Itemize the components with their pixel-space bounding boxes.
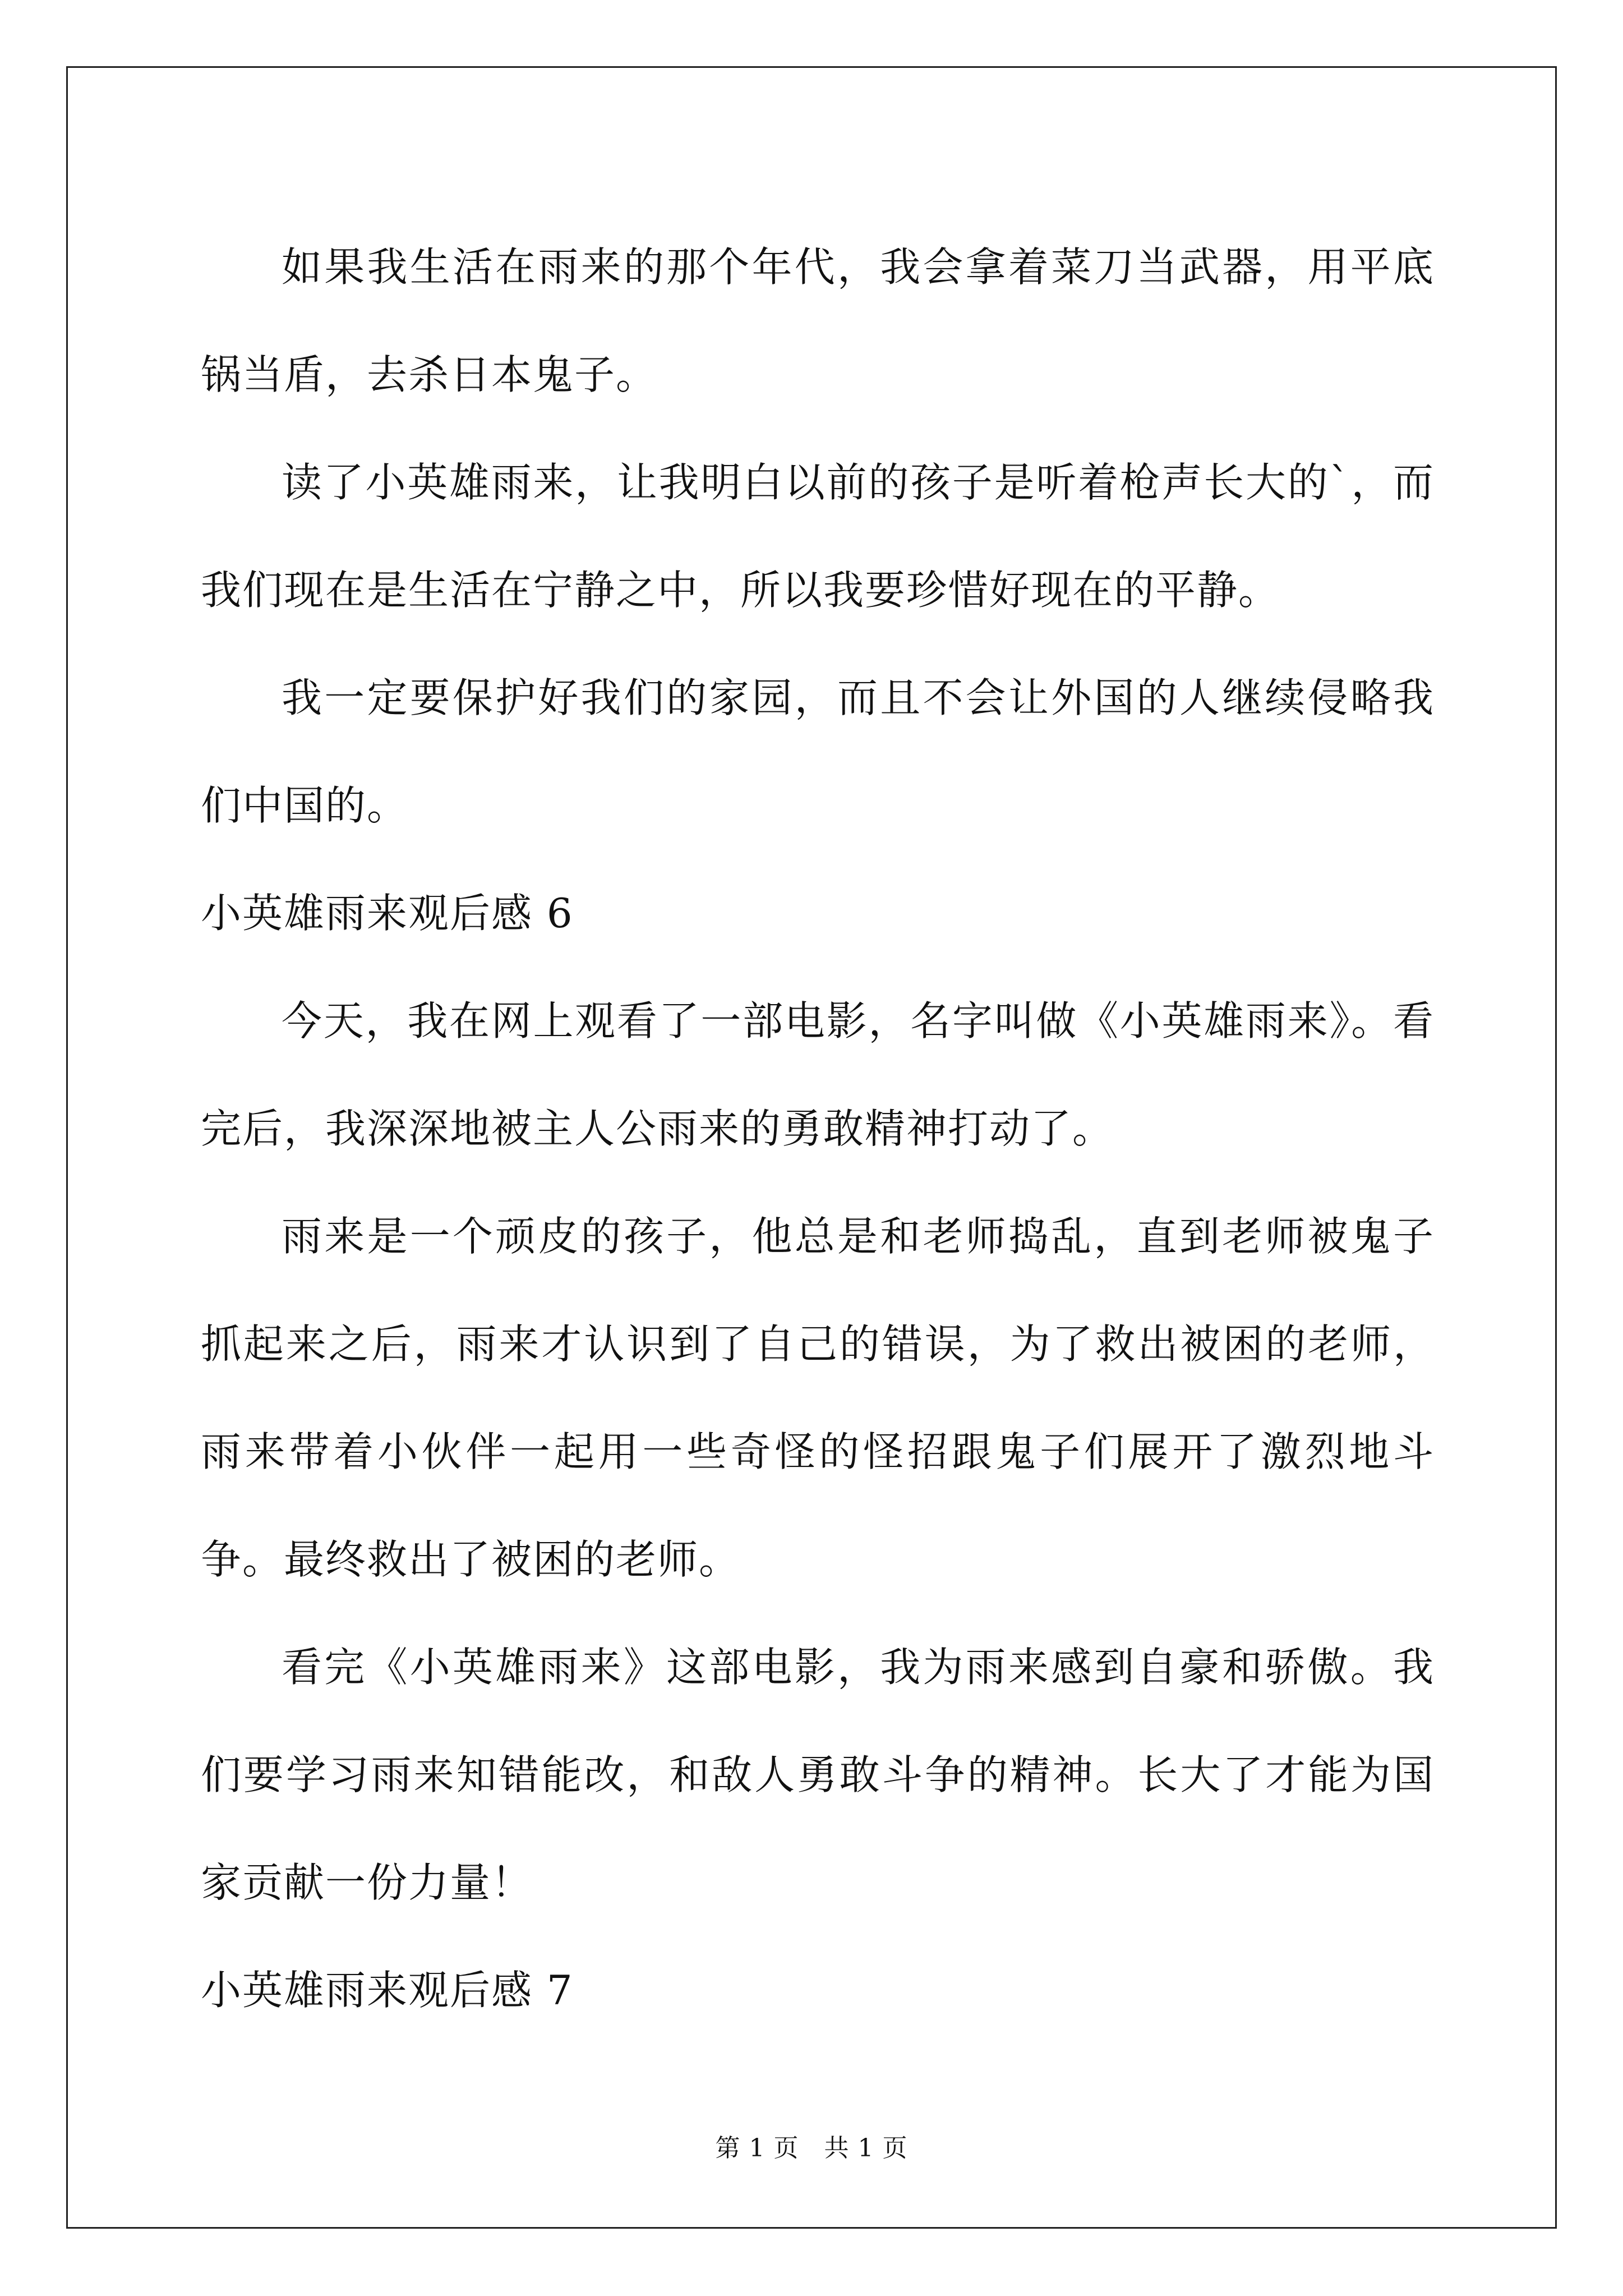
paragraph: 今天，我在网上观看了一部电影，名字叫做《小英雄雨来》。看完后，我深深地被主人公雨来的勇敢精神打动了。 <box>201 997 1435 1152</box>
section-heading: 小英雄雨来观后感 7 <box>201 1967 574 2014</box>
paragraph: 看完《小英雄雨来》这部电影，我为雨来感到自豪和骄傲。我们要学习雨来知错能改，和敌人勇敢斗争的精神。长大了才能为国家贡献一份力量！ <box>201 1644 1435 1906</box>
section-heading: 小英雄雨来观后感 6 <box>201 890 574 937</box>
paragraph: 我一定要保护好我们的家园，而且不会让外国的人继续侵略我们中国的。 <box>201 674 1435 829</box>
paragraph: 雨来是一个顽皮的孩子，他总是和老师捣乱，直到老师被鬼子抓起来之后，雨来才认识到了自己的错误，为了救出被困的老师，雨来带着小伙伴一起用一些奇怪的怪招跟鬼子们展开了激烈地斗争。最终救出了被困的老师。 <box>201 1213 1435 1583</box>
document-body <box>201 213 1435 2044</box>
page-number-footer: 第 1 页 共 1 页 <box>715 2134 908 2162</box>
paragraph: 读了小英雄雨来，让我明白以前的孩子是听着枪声长大的`，而我们现在是生活在宁静之中，所以我要珍惜好现在的平静。 <box>201 459 1435 614</box>
paragraph: 如果我生活在雨来的那个年代，我会拿着菜刀当武器，用平底锅当盾，去杀日本鬼子。 <box>201 243 1435 398</box>
